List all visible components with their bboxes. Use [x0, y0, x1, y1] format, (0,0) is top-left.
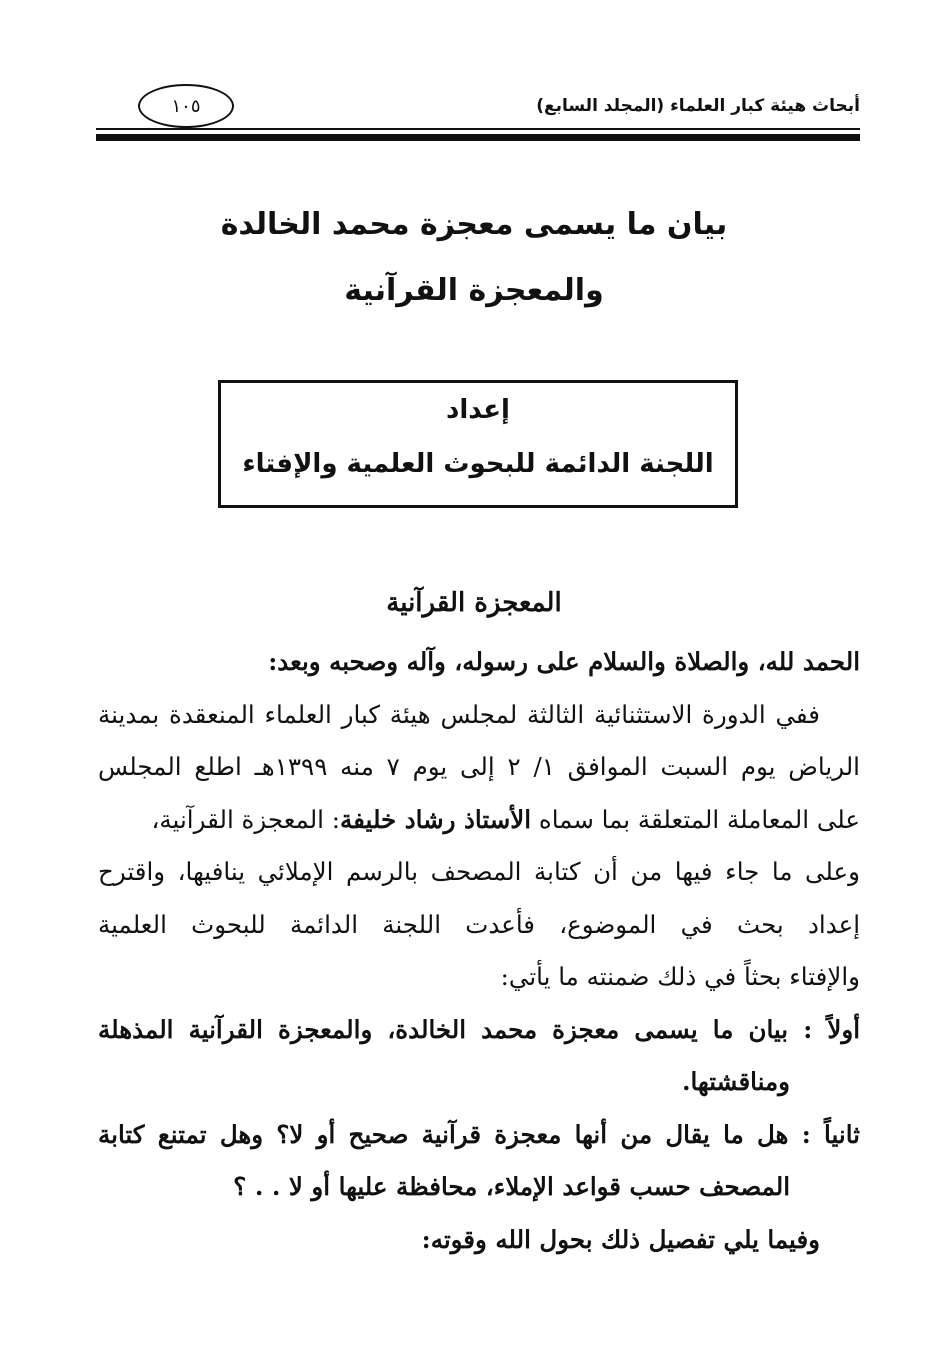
paragraph-line: ففي الدورة الاستثنائية الثالثة لمجلس هيئة كبار العلماء المنعقدة بمدينة	[98, 699, 820, 729]
section-heading: المعجزة القرآنية	[386, 588, 562, 618]
paragraph-line: والإفتاء بحثاً في ذلك ضمنته ما يأتي:	[500, 962, 860, 991]
paragraph-line: إعداد بحث في الموضوع، فأعدت اللجنة الدائمة للبحوث العلمية	[98, 909, 860, 939]
list-item-second-cont: المصحف حسب قواعد الإملاء، محافظة عليها أو لا . . ؟	[233, 1172, 790, 1201]
main-title	[140, 192, 808, 324]
preparation-box	[218, 380, 738, 508]
preparation-committee: اللجنة الدائمة للبحوث العلمية والإفتاء	[242, 449, 714, 479]
list-item-first-cont: ومناقشتها.	[681, 1067, 790, 1096]
opening-line: الحمد لله، والصلاة والسلام على رسوله، وآله وصحبه وبعد:	[268, 647, 860, 676]
paragraph-segment: : المعجزة القرآنية،	[151, 804, 341, 834]
running-title: أبحاث هيئة كبار العلماء (المجلد السابع)	[536, 96, 860, 116]
paragraph-line: الرياض يوم السبت الموافق ١/ ٢ إلى يوم ٧ منه ١٣٩٩هـ اطلع المجلس	[98, 752, 860, 781]
main-title-line-1: بيان ما يسمى معجزة محمد الخالدة	[220, 207, 728, 242]
closing-line: وفيما يلي تفصيل ذلك بحول الله وقوته:	[421, 1224, 820, 1254]
body-text	[98, 636, 860, 1266]
header-rule-thick	[96, 134, 860, 141]
preparation-label: إعداد	[446, 395, 510, 425]
page-number: ١٠٥	[138, 84, 234, 128]
main-title-line-2: والمعجزة القرآنية	[344, 273, 604, 308]
list-item-second: ثانياً : هل ما يقال من أنها معجزة قرآنية صحيح أو لا؟ وهل تمتنع كتابة	[98, 1119, 860, 1149]
highlighted-name: الأستاذ رشاد خليفة	[340, 804, 532, 834]
paragraph-segment: على المعاملة المتعلقة بما سماه	[531, 804, 860, 834]
list-item-first: أولاً : بيان ما يسمى معجزة محمد الخالدة، والمعجزة القرآنية المذهلة	[98, 1014, 860, 1044]
header-rule-thin	[96, 128, 860, 130]
running-header	[96, 84, 860, 144]
paragraph-line	[98, 794, 860, 847]
paragraph-line: وعلى ما جاء فيها من أن كتابة المصحف بالرسم الإملائي ينافيها، واقترح	[98, 857, 860, 886]
